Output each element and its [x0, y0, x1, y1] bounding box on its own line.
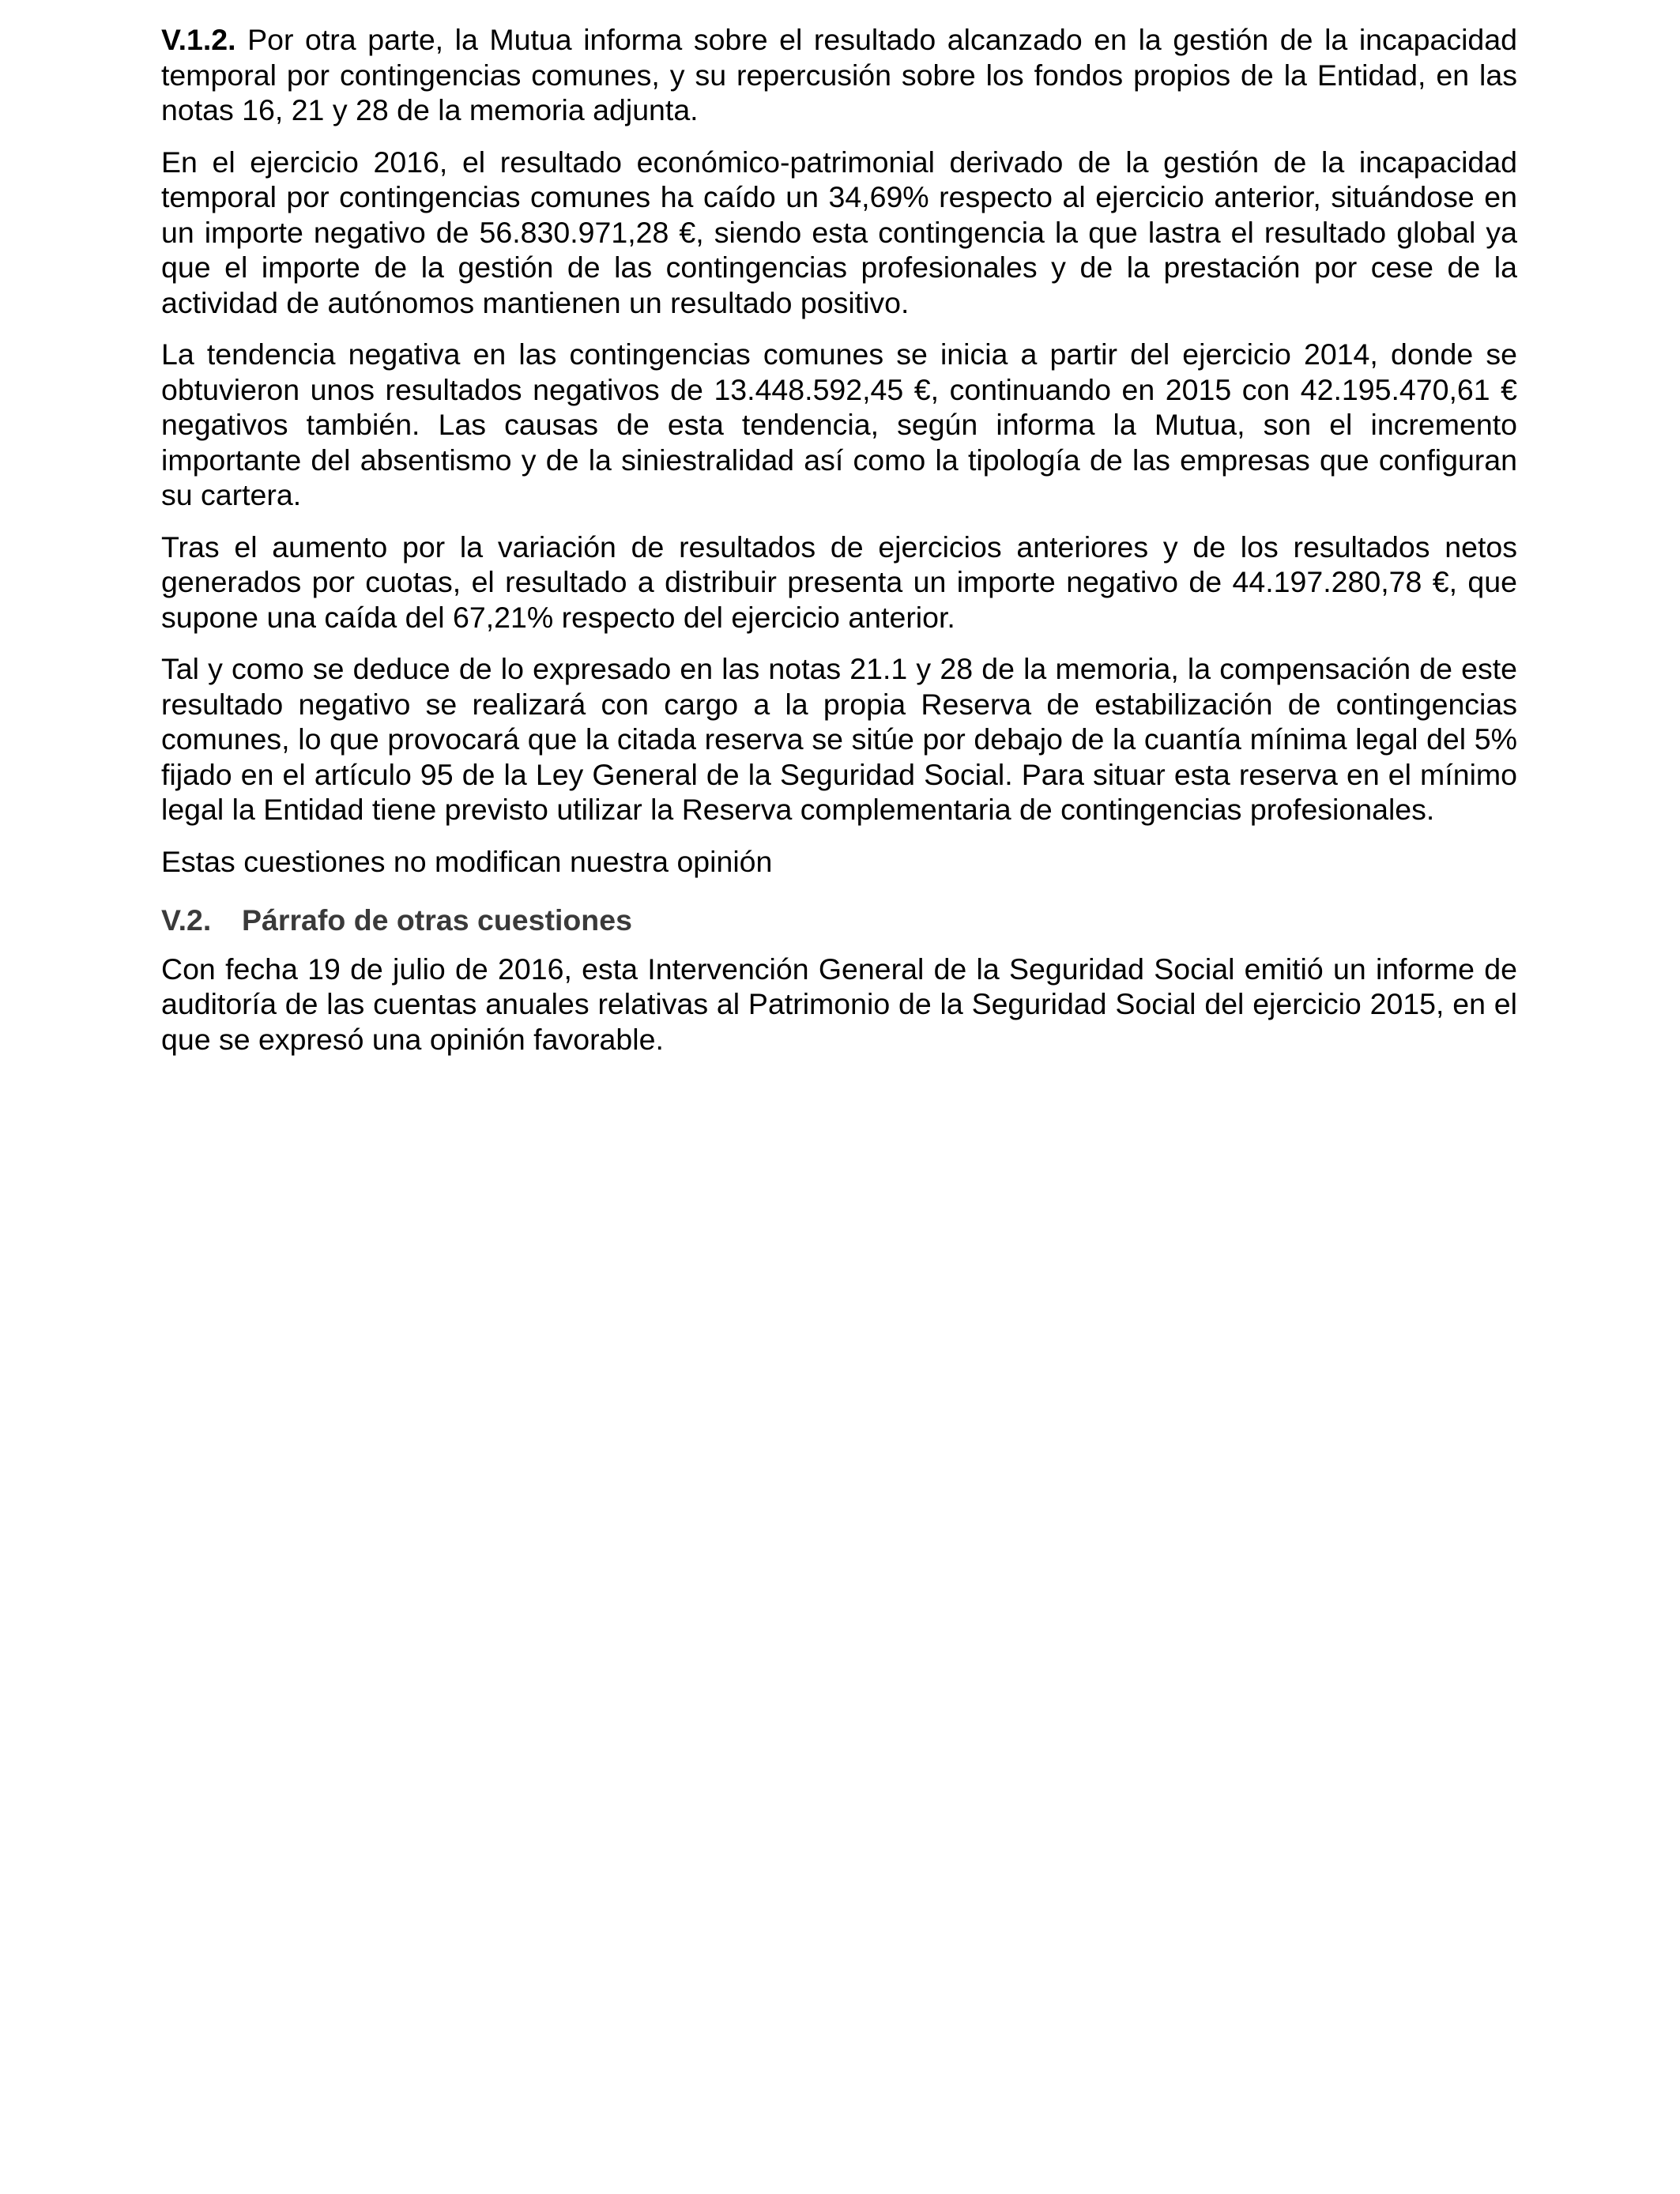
paragraph-resultado-2016: En el ejercicio 2016, el resultado económico-patrimonial derivado de la gestión de la incapacidad temporal por contingencias comunes ha caído un 34,69% respecto al ejercicio anterior, situándose en un importe negativo de 56.830.971,28 €, siendo esta contingencia la que lastra el resultado global ya que el importe de la gestión de las contingencias profesionales y de la prestación por cese de la actividad de autónomos mantienen un resultado positivo. [161, 145, 1517, 319]
paragraph-opinion: Estas cuestiones no modifican nuestra opinión [161, 844, 773, 878]
section-number-v2: V.2. [161, 903, 212, 937]
section-title-v2: Párrafo de otras cuestiones [242, 903, 632, 937]
section-heading-v2 [161, 903, 1517, 938]
paragraph-resultado-distribuir: Tras el aumento por la variación de resultados de ejercicios anteriores y de los resultados netos generados por cuotas, el resultado a distribuir presenta un importe negativo de 44.197.280,78 €, que supone una caída del 67,21% respecto del ejercicio anterior. [161, 530, 1517, 634]
paragraph-tendencia-negativa: La tendencia negativa en las contingencias comunes se inicia a partir del ejercicio 2014, donde se obtuvieron unos resultados negativos de 13.448.592,45 €, continuando en 2015 con 42.195.470,61 € negativos también. Las causas de esta tendencia, según informa la Mutua, son el incremento importante del absentismo y de la siniestralidad así como la tipología de las empresas que configuran su cartera. [161, 337, 1517, 511]
paragraph-v12-intro-text: Por otra parte, la Mutua informa sobre el resultado alcanzado en la gestión de la incapacidad temporal por contingencias comunes, y su repercusión sobre los fondos propios de la Entidad, en las notas 16, 21 y 28 de la memoria adjunta. [161, 23, 1517, 126]
document-page [161, 22, 1517, 1073]
paragraph-compensacion: Tal y como se deduce de lo expresado en las notas 21.1 y 28 de la memoria, la compensación de este resultado negativo se realizará con cargo a la propia Reserva de estabilización de contingencias comunes, lo que provocará que la citada reserva se sitúe por debajo de la cuantía mínima legal del 5% fijado en el artículo 95 de la Ley General de la Seguridad Social. Para situar esta reserva en el mínimo legal la Entidad tiene previsto utilizar la Reserva complementaria de contingencias profesionales. [161, 652, 1517, 826]
paragraph-v12-intro [161, 22, 1517, 128]
paragraph-otras-cuestiones: Con fecha 19 de julio de 2016, esta Intervención General de la Seguridad Social emitió un informe de auditoría de las cuentas anuales relativas al Patrimonio de la Seguridad Social del ejercicio 2015, en el que se expresó una opinión favorable. [161, 952, 1517, 1056]
section-label-v12: V.1.2. [161, 23, 236, 56]
